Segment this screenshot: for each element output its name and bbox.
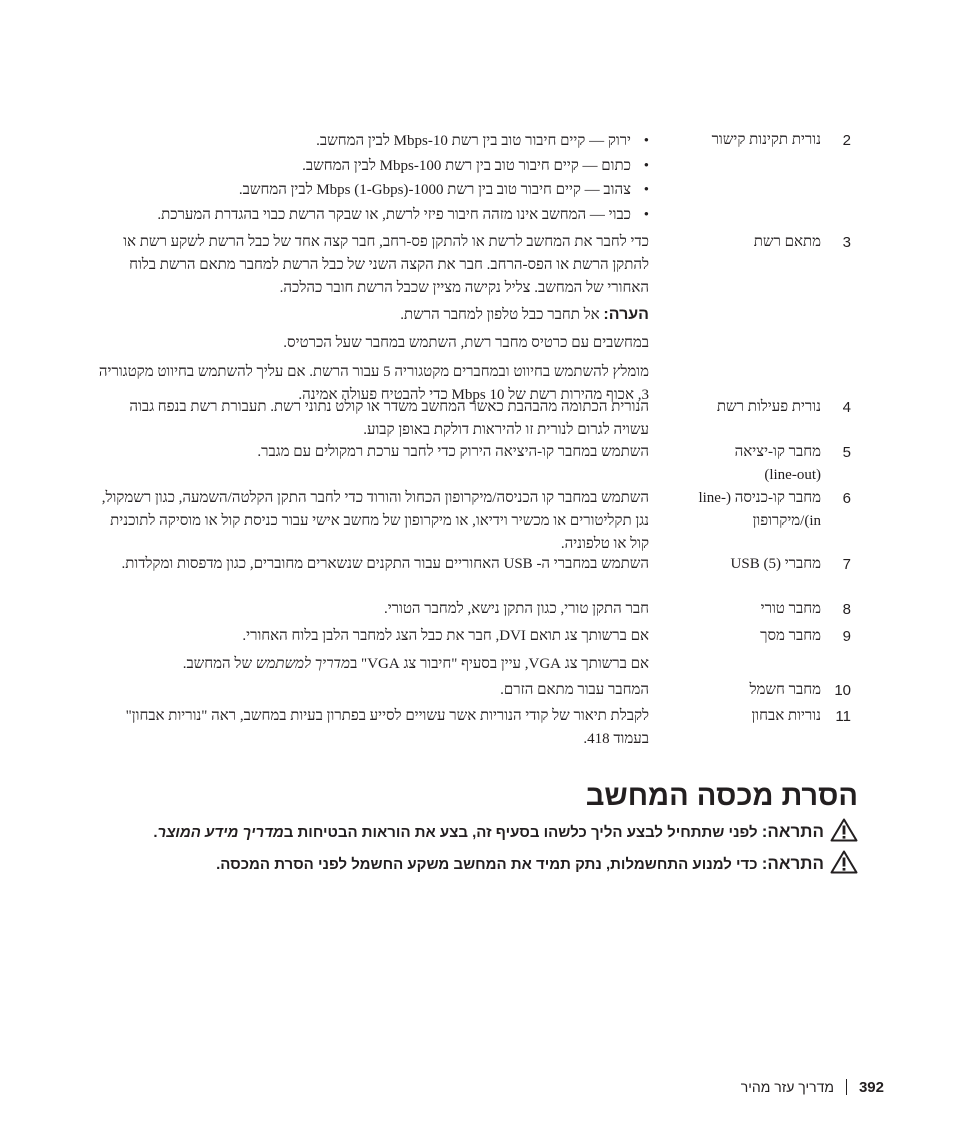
paragraph: חבר התקן טורי, כגון התקן נישא, למחבר הטורי. xyxy=(383,601,649,617)
caution-text: כדי למנוע התחשמלות, נתק תמיד את המחשב משקע החשמל לפני הסרת המכסה. xyxy=(216,856,762,873)
warning-triangle-icon xyxy=(830,850,858,882)
paragraph: השתמש במחבר קו-היציאה הירוק כדי לחבר ערכת רמקולים עם מגבר. xyxy=(257,444,649,460)
note-label: הערה: xyxy=(603,306,649,323)
note xyxy=(94,303,649,327)
row-label: מחברי USB (5) xyxy=(730,556,821,572)
row-number: 7 xyxy=(842,556,851,573)
row-number: 2 xyxy=(842,132,851,149)
row-label: מחבר קו-כניסה (line-in)/מיקרופון xyxy=(698,490,821,529)
row-number: 6 xyxy=(842,490,851,507)
row-description xyxy=(94,441,649,464)
paragraph: מומלץ להשתמש בחיווט ובמחברים מקטגוריה 5 עבור הרשת. אם עליך להשתמש בחיווט מקטגוריה 3, אכוף מהירות רשת של 10 Mbps כדי להבטיח פעולה אמינה. xyxy=(98,364,649,403)
status-list xyxy=(94,129,649,227)
row-description xyxy=(94,487,649,556)
note-text: אל תחבר כבל טלפון למחבר הרשת. xyxy=(400,307,604,323)
row-number: 8 xyxy=(842,601,851,618)
row-label: מחבר חשמל xyxy=(749,682,821,698)
row-description xyxy=(94,129,649,227)
list-item: • כתום — קיים חיבור טוב בין רשת 100-Mbps לבין המחשב. xyxy=(94,154,649,179)
caution-text: . xyxy=(153,824,158,841)
row-number: 3 xyxy=(842,234,851,251)
row-number: 9 xyxy=(842,628,851,645)
row-number: 5 xyxy=(842,444,851,461)
footer-title: מדריך עזר מהיר xyxy=(740,1079,834,1095)
list-item: • ירוק — קיים חיבור טוב בין רשת 10-Mbps לבין המחשב. xyxy=(94,129,649,154)
page-number: 392 xyxy=(858,1079,884,1096)
caution-notice xyxy=(78,850,858,882)
paragraph: השתמש במחבר קו הכניסה/מיקרופון הכחול והורוד כדי לחבר התקן הקלטה/השמעה, כגון רשמקול, נגן תקליטורים או מכשיר וידיאו, או מיקרופון של מחשב אישי עבור כניסת קול או מוסיקה לתוכנית קול או טלפוניה. xyxy=(101,490,649,552)
text-run: אם ברשותך צג VGA, עיין בסעיף "חיבור צג VGA" ב xyxy=(350,656,649,672)
caution-label: התראה: xyxy=(761,822,824,841)
row-label: מחבר מסך xyxy=(760,628,821,644)
paragraph: כדי לחבר את המחשב לרשת או להתקן פס-רחב, חבר קצה אחד של כבל הרשת לשקע רשת או להתקן הרשת או הפס-הרחב. חבר את הקצה השני של כבל הרשת למחבר מתאם הרשת בלוח האחורי של המחשב. צליל נקישה מציין שכבל הרשת חובר כהלכה. xyxy=(123,234,649,296)
paragraph xyxy=(94,653,649,676)
paragraph: המחבר עבור מתאם הזרם. xyxy=(500,682,649,698)
row-description xyxy=(94,553,649,576)
row-description xyxy=(94,705,649,751)
row-description xyxy=(94,625,649,676)
row-number: 4 xyxy=(842,399,851,416)
manual-title: מדריך מידע המוצר xyxy=(157,824,284,841)
page-footer xyxy=(741,1079,884,1096)
paragraph: לקבלת תיאור של קודי הנוריות אשר עשויים לסייע בפתרון בעיות במחשב, ראה "נוריות אבחון" בעמוד 418. xyxy=(125,708,649,747)
section-title: הסרת מכסה המחשב xyxy=(585,780,858,812)
row-label: נוריות אבחון xyxy=(751,708,821,724)
paragraph: במחשבים עם כרטיס מחבר רשת, השתמש במחבר שעל הכרטיס. xyxy=(283,335,649,351)
paragraph: אם ברשותך צג תואם DVI, חבר את כבל הצג למחבר הלבן בלוח האחורי. xyxy=(242,628,649,644)
row-label: מתאם רשת xyxy=(753,234,821,250)
caution-label: התראה: xyxy=(761,854,824,873)
row-label: נורית פעילות רשת xyxy=(716,399,821,415)
footer-divider xyxy=(846,1079,847,1095)
row-description xyxy=(94,679,649,702)
list-item: • כבוי — המחשב אינו מזהה חיבור פיזי לרשת, או שבקר הרשת כבוי בהגדרת המערכת. xyxy=(94,203,649,228)
row-description xyxy=(94,396,649,442)
row-number: 10 xyxy=(834,682,851,699)
paragraph: השתמש במחברי ה- USB האחוריים עבור התקנים שנשארים מחוברים, כגון מדפסות ומקלדות. xyxy=(121,556,649,572)
row-label: נורית תקינות קישור xyxy=(711,132,821,148)
text-run: של המחשב. xyxy=(182,656,256,672)
row-label: מחבר טורי xyxy=(760,601,821,617)
caution-text: לפני שתתחיל לבצע הליך כלשהו בסעיף זה, בצע את הוראות הבטיחות ב xyxy=(283,824,762,841)
paragraph: הנורית הכתומה מהבהבת כאשר המחשב משדר או קולט נתוני רשת. תעבורת רשת בנפח גבוה עשויה לגרום לנורית זו להיראות דולקת באופן קבוע. xyxy=(129,399,649,438)
row-description xyxy=(94,598,649,621)
caution-notice xyxy=(78,818,858,850)
row-description xyxy=(94,231,649,407)
row-label: מחבר קו-יציאה (line-out) xyxy=(734,444,821,483)
list-item: • צהוב — קיים חיבור טוב בין רשת 1000-Mbps (1-Gbps) לבין המחשב. xyxy=(94,178,649,203)
warning-triangle-icon xyxy=(830,818,858,850)
row-number: 11 xyxy=(835,708,851,725)
manual-title: מדריך למשתמש xyxy=(255,656,351,672)
